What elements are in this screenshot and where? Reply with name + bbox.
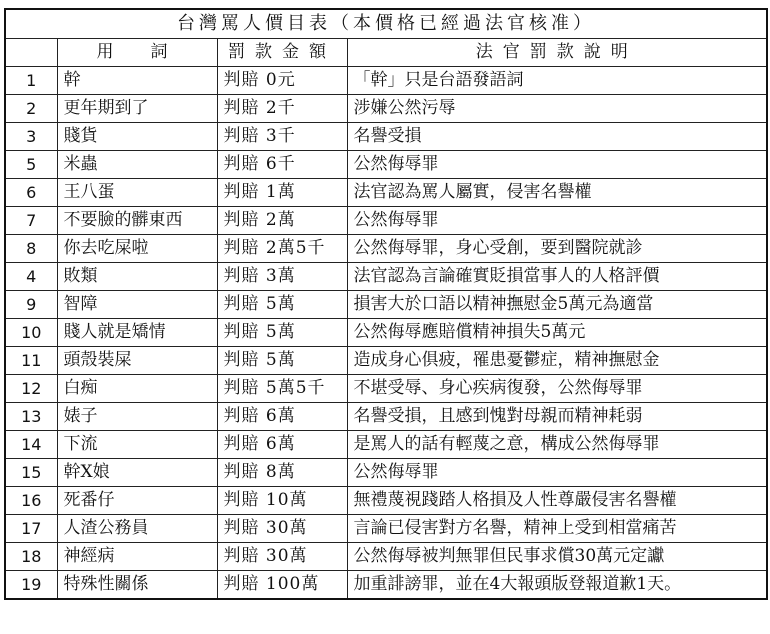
row-number: 12 (5, 375, 57, 403)
row-fine: 判賠 0元 (217, 67, 347, 95)
row-number: 19 (5, 571, 57, 600)
table-body (5, 67, 767, 600)
price-table (4, 8, 768, 600)
table-row (5, 291, 767, 319)
row-fine: 判賠 30萬 (217, 515, 347, 543)
row-fine: 判賠 2萬5千 (217, 235, 347, 263)
row-word: 王八蛋 (57, 179, 217, 207)
table-row (5, 487, 767, 515)
row-explanation: 名譽受損 (347, 123, 767, 151)
row-explanation: 公然侮辱罪 (347, 459, 767, 487)
row-fine: 判賠 1萬 (217, 179, 347, 207)
row-explanation: 不堪受辱、身心疾病復發，公然侮辱罪 (347, 375, 767, 403)
header-no (5, 39, 57, 67)
row-explanation: 公然侮辱應賠償精神損失5萬元 (347, 319, 767, 347)
row-explanation: 「幹」只是台語發語詞 (347, 67, 767, 95)
row-fine: 判賠 6萬 (217, 431, 347, 459)
row-word: 賤人就是矯情 (57, 319, 217, 347)
row-number: 6 (5, 179, 57, 207)
row-fine: 判賠 3千 (217, 123, 347, 151)
table-row (5, 431, 767, 459)
row-fine: 判賠 5萬 (217, 319, 347, 347)
header-fine: 罰款金額 (217, 39, 347, 67)
table-row (5, 571, 767, 600)
table-row (5, 319, 767, 347)
table-row (5, 151, 767, 179)
row-word: 死番仔 (57, 487, 217, 515)
row-word: 婊子 (57, 403, 217, 431)
row-number: 16 (5, 487, 57, 515)
row-number: 14 (5, 431, 57, 459)
table-row (5, 347, 767, 375)
row-word: 人渣公務員 (57, 515, 217, 543)
row-word: 幹X娘 (57, 459, 217, 487)
row-number: 3 (5, 123, 57, 151)
row-fine: 判賠 100萬 (217, 571, 347, 600)
table-row (5, 375, 767, 403)
row-word: 下流 (57, 431, 217, 459)
row-number: 13 (5, 403, 57, 431)
row-word: 米蟲 (57, 151, 217, 179)
row-fine: 判賠 2千 (217, 95, 347, 123)
row-word: 智障 (57, 291, 217, 319)
row-explanation: 無禮蔑視踐踏人格損及人性尊嚴侵害名譽權 (347, 487, 767, 515)
row-number: 5 (5, 151, 57, 179)
row-explanation: 法官認為罵人屬實，侵害名譽權 (347, 179, 767, 207)
table-row (5, 543, 767, 571)
row-fine: 判賠 5萬 (217, 291, 347, 319)
row-number: 1 (5, 67, 57, 95)
row-fine: 判賠 6千 (217, 151, 347, 179)
row-fine: 判賠 5萬5千 (217, 375, 347, 403)
row-fine: 判賠 2萬 (217, 207, 347, 235)
table-row (5, 263, 767, 291)
row-word: 頭殼裝屎 (57, 347, 217, 375)
row-number: 10 (5, 319, 57, 347)
row-word: 神經病 (57, 543, 217, 571)
row-explanation: 公然侮辱罪 (347, 207, 767, 235)
row-fine: 判賠 5萬 (217, 347, 347, 375)
row-explanation: 言論已侵害對方名譽，精神上受到相當痛苦 (347, 515, 767, 543)
table-row (5, 179, 767, 207)
table-row (5, 403, 767, 431)
header-row (5, 39, 767, 67)
row-word: 不要臉的髒東西 (57, 207, 217, 235)
header-explain: 法官罰款說明 (347, 39, 767, 67)
row-number: 15 (5, 459, 57, 487)
row-word: 幹 (57, 67, 217, 95)
row-number: 8 (5, 235, 57, 263)
header-word: 用 詞 (57, 39, 217, 67)
row-explanation: 公然侮辱罪，身心受創，要到醫院就診 (347, 235, 767, 263)
row-explanation: 加重誹謗罪，並在4大報頭版登報道歉1天。 (347, 571, 767, 600)
row-explanation: 法官認為言論確實貶損當事人的人格評價 (347, 263, 767, 291)
table-row (5, 515, 767, 543)
table-row (5, 459, 767, 487)
row-word: 特殊性關係 (57, 571, 217, 600)
title-row (5, 9, 767, 39)
row-number: 9 (5, 291, 57, 319)
row-explanation: 損害大於口語以精神撫慰金5萬元為適當 (347, 291, 767, 319)
table-row (5, 235, 767, 263)
row-word: 你去吃屎啦 (57, 235, 217, 263)
row-number: 11 (5, 347, 57, 375)
row-explanation: 名譽受損，且感到愧對母親而精神耗弱 (347, 403, 767, 431)
row-word: 白痴 (57, 375, 217, 403)
row-word: 賤貨 (57, 123, 217, 151)
row-fine: 判賠 6萬 (217, 403, 347, 431)
table-row (5, 207, 767, 235)
row-explanation: 涉嫌公然污辱 (347, 95, 767, 123)
table-title: 台灣罵人價目表（本價格已經過法官核准） (5, 9, 767, 39)
row-fine: 判賠 30萬 (217, 543, 347, 571)
row-number: 4 (5, 263, 57, 291)
row-explanation: 公然侮辱罪 (347, 151, 767, 179)
row-number: 2 (5, 95, 57, 123)
row-number: 18 (5, 543, 57, 571)
row-explanation: 造成身心俱疲，罹患憂鬱症，精神撫慰金 (347, 347, 767, 375)
table-row (5, 123, 767, 151)
row-explanation: 公然侮辱被判無罪但民事求償30萬元定讞 (347, 543, 767, 571)
table-row (5, 95, 767, 123)
row-number: 7 (5, 207, 57, 235)
row-fine: 判賠 3萬 (217, 263, 347, 291)
row-fine: 判賠 10萬 (217, 487, 347, 515)
row-explanation: 是罵人的話有輕蔑之意，構成公然侮辱罪 (347, 431, 767, 459)
table-row (5, 67, 767, 95)
row-number: 17 (5, 515, 57, 543)
price-table-sheet (4, 8, 766, 628)
row-word: 敗類 (57, 263, 217, 291)
row-word: 更年期到了 (57, 95, 217, 123)
row-fine: 判賠 8萬 (217, 459, 347, 487)
